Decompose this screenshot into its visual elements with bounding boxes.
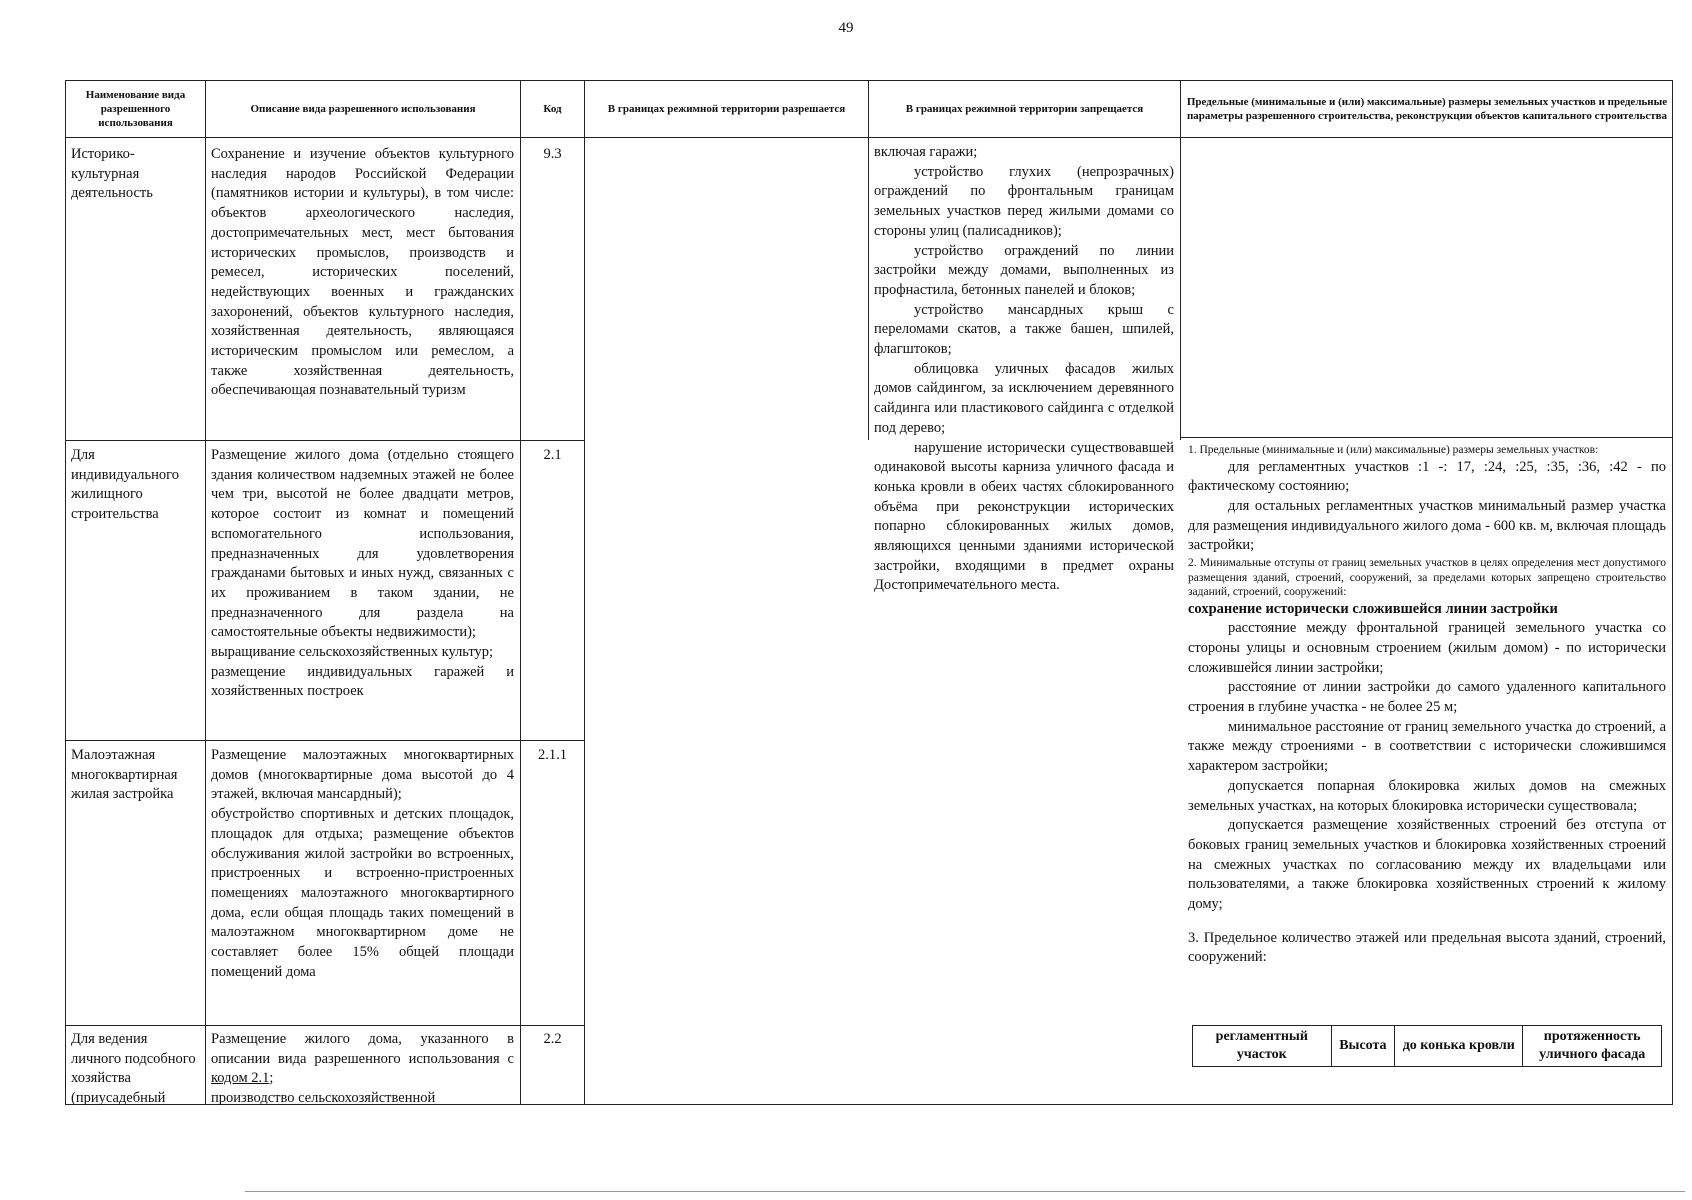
prohibited-item: включая гаражи; [874,144,978,160]
row-divider [65,740,584,741]
row-divider [65,440,584,441]
row-4-code: 2.2 [543,1031,562,1047]
row-2-code: 2.1 [543,447,562,463]
limits-p1-item: для регламентных участков :1 -: 17, :24, :25, :35, :36, :42 - по фактическому состоянию; [1188,458,1666,495]
limits-p2-item: расстояние от линии застройки до самого удаленного капитального строения в глубине участка - не более 25 м; [1188,679,1666,716]
row-1-name [71,145,201,204]
prohibited-list [874,143,1174,596]
row-4-description-post: ; [269,1070,274,1087]
header-bottom-line [65,137,1673,138]
header-prohibited: В границах режимной территории запрещается [905,103,1144,115]
row-1-name-text: Историко-культурная деятельность [71,146,153,202]
limits-p2-item: допускается размещение хозяйственных строений без отступа от боковых границ земельных участков и блокировка хозяйственных строений на смежных участках по согласованию между их владельцами или пользователями, а также блокировка хозяйственных строений к жилому дому; [1188,817,1666,913]
page-number: 49 [838,20,854,36]
row-3-name-text: Малоэтажная многоквартирная жилая застройка [71,747,178,803]
header-allowed: В границах режимной территории разрешается [607,103,846,115]
row-2-name-text: Для индивидуального жилищного строительства [71,447,179,523]
row-2-description-text-3: размещение индивидуальных гаражей и хозяйственных построек [211,663,514,700]
header-description: Описание вида разрешенного использования [250,103,476,115]
prohibited-item: устройство ограждений по линии застройки между домами, выполненных из профнастила, бетонных панелей и блоков; [874,242,1174,298]
prohibited-item: нарушение исторически существовавшей одинаковой высоты карниза уличного фасада и конька кровли в обеих частях сблокированного объёма при реконструкции исторических попарно сблокированных жилых домов, являющихся ценными зданиями исторической застройки, входящими в предмет охраны Достопримечательного места. [874,439,1174,594]
table-row [1193,1026,1662,1067]
row-4-name [71,1030,201,1109]
code-2-1-link[interactable]: кодом 2.1 [211,1070,270,1087]
row-3-description [211,746,514,982]
limits-p2-heading: 2. Минимальные отступы от границ земельных участков в целях определения мест допустимого размещения зданий, строений, сооружений, за пределами которых запрещено строительство заданий, строений, сооружений: [1188,557,1666,599]
row-3-name [71,746,201,805]
row-1-description [211,145,514,401]
limits-p3-heading: 3. Предельное количество этажей или предельная высота зданий, строений, сооружений: [1188,929,1666,966]
row-divider [65,1025,584,1026]
limits-p2-item: минимальное расстояние от границ земельного участка до строений, а также между строениями - в соответствии с исторически сложившимся характером застройки; [1188,718,1666,775]
row-4-description-tail: производство сельскохозяйственной [211,1090,436,1107]
header-limits: Предельные (минимальные и (или) максимальные) размеры земельных участков и предельные параметры разрешенного строительства, реконструкции объектов капитального строительства [1186,96,1668,122]
mini-header-plot: регламентный участок [1193,1026,1332,1067]
row-4-description [211,1030,514,1109]
mini-header-height: Высота [1331,1026,1395,1067]
col-divider [520,80,521,1105]
height-limits-table [1192,1025,1662,1067]
row-4-description-text [211,1030,514,1089]
mini-header-ridge: до конька кровли [1395,1026,1523,1067]
row-1-code: 9.3 [543,146,562,162]
row-2-description [211,446,514,702]
limits-p1-heading: 1. Предельные (минимальные и (или) максимальные) размеры земельных участков: [1188,444,1599,456]
prohibited-item: устройство глухих (непрозрачных) ограждений по фронтальным границам земельных участков перед жилыми домами со стороны улиц (палисадников); [874,163,1174,239]
page-bottom-rule [245,1191,1685,1192]
row-2-description-text-2: выращивание сельскохозяйственных культур; [211,644,494,661]
limits-p2-item: допускается попарная блокировка жилых домов на смежных земельных участках, на которых блокировка исторически существовала; [1188,777,1666,814]
col-divider [584,80,585,1105]
limits-p2-item: расстояние между фронтальной границей земельного участка со стороны улицы и основным строением (жилым домом) - по исторически сложившейся линии застройки; [1188,620,1666,676]
header-name: Наименование вида разрешенного использования [85,89,186,129]
row-3-code: 2.1.1 [538,747,567,763]
mini-header-facade: протяженность уличного фасада [1523,1026,1662,1067]
row-4-name-text: Для ведения личного подсобного хозяйства (приусадебный [71,1031,196,1107]
prohibited-item: устройство мансардных крыш с переломами скатов, а также башен, шпилей, флагштоков; [874,301,1174,358]
limits-p1-item: для остальных регламентных участков минимальный размер участка для размещения индивидуального жилого дома - 600 кв. м, включая площадь застройки; [1188,497,1666,554]
limits-p2-bold: сохранение исторически сложившейся линии застройки [1188,600,1558,617]
row-divider [1180,437,1673,438]
row-1-description-text: Сохранение и изучение объектов культурного наследия народов Российской Федерации (памятников истории и культуры), в том числе: объектов археологического наследия, достопримечательных мест, мест бытования исторических промыслов, производств и ремесел, исторических поселений, недействующих военных и гражданских захоронений, объектов культурного наследия, хозяйственная деятельность, являющаяся историческим промыслом или ремеслом, а также хозяйственная деятельность, обеспечивающая познавательный туризм [211,146,514,399]
col-divider [205,80,206,1105]
row-3-description-text-2: обустройство спортивных и детских площадок, площадок для отдыха; размещение объектов обслуживания жилой застройки во встроенных, пристроенных и встроенно-пристроенных помещениях малоэтажного многоквартирного дома, если общая площадь таких помещений в малоэтажном многоквартирном доме не составляет более 15% общей площади помещений дома [211,806,514,980]
row-2-name [71,446,201,525]
limits-block [1188,443,1666,968]
row-2-description-text-1: Размещение жилого дома (отдельно стоящего здания количеством надземных этажей не более чем три, высотой не более двадцати метров, которое состоит из комнат и помещений вспомогательного использования, предназначенных для удовлетворения гражданами бытовых и иных нужд, связанных с их проживанием в таком здании, не предназначенного для раздела на самостоятельные объекты недвижимости); [211,447,514,641]
row-3-description-text-1: Размещение малоэтажных многоквартирных домов (многоквартирные дома высотой до 4 этажей, включая мансардный); [211,747,514,803]
header-code: Код [543,103,562,115]
prohibited-item: облицовка уличных фасадов жилых домов сайдингом, за исключением деревянного сайдинга или пластикового сайдинга с отделкой под дерево; [874,360,1174,436]
row-4-description-pre: Размещение жилого дома, указанного в описании вида разрешенного использования с [211,1031,514,1067]
